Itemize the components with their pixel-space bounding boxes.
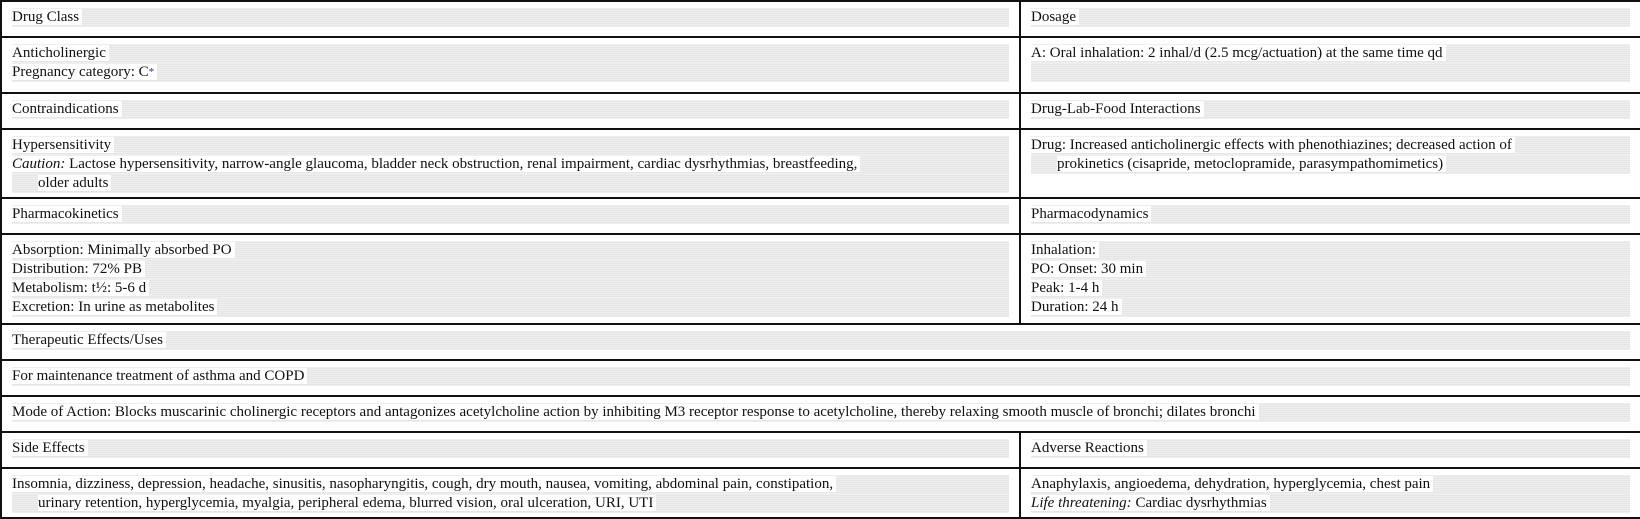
caution-label: Caution: xyxy=(12,156,66,172)
adverse-reactions-header: Adverse Reactions xyxy=(1031,440,1147,456)
therapeutic-header-cell xyxy=(1,324,1640,360)
mode-of-action: Mode of Action: Blocks muscarinic cholinergic receptors and antagonizes acetylcholine action by inhibiting M3 receptor response to acetylcholine, thereby relaxing smooth muscle of bronchi; dilates bronchi xyxy=(12,404,1259,420)
caution-continued: older adults xyxy=(38,175,111,191)
interactions-header: Drug-Lab-Food Interactions xyxy=(1031,101,1204,117)
pharmacokinetics-header: Pharmacokinetics xyxy=(12,206,122,222)
pregnancy-category: Pregnancy category: C xyxy=(12,64,149,80)
interactions-header-cell xyxy=(1020,93,1640,129)
contraindications-header-cell xyxy=(1,93,1020,129)
drug-class-header: Drug Class xyxy=(12,9,82,25)
peak: Peak: 1-4 h xyxy=(1031,280,1102,296)
absorption: Absorption: Minimally absorbed PO xyxy=(12,242,235,258)
interaction-line-2: prokinetics (cisapride, metoclopramide, parasympathomimetics) xyxy=(1057,156,1446,172)
drug-class-name: Anticholinergic xyxy=(12,45,109,61)
therapeutic-header: Therapeutic Effects/Uses xyxy=(12,332,166,348)
side-effects-line-1: Insomnia, dizziness, depression, headache, sinusitis, nasopharyngitis, cough, dry mouth, nausea, vomiting, abdominal pain, constipation, xyxy=(12,476,836,492)
pharmacokinetics-header-cell xyxy=(1,198,1020,234)
distribution: Distribution: 72% PB xyxy=(12,261,145,277)
therapeutic-use-cell xyxy=(1,360,1640,396)
therapeutic-use: For maintenance treatment of asthma and COPD xyxy=(12,368,307,384)
side-effects-cell xyxy=(1,468,1020,518)
pharmacokinetics-cell xyxy=(1,234,1020,324)
interaction-line-1: Drug: Increased anticholinergic effects with phenothiazines; decreased action of xyxy=(1031,137,1515,153)
dosage-cell xyxy=(1020,37,1640,93)
metabolism: Metabolism: t½: 5-6 d xyxy=(12,280,149,296)
life-threatening-text: Cardiac dysrhythmias xyxy=(1135,495,1267,511)
contraindication-hypersensitivity: Hypersensitivity xyxy=(12,137,114,153)
pregnancy-marker: * xyxy=(148,66,155,78)
mode-of-action-cell xyxy=(1,396,1640,432)
dosage-header-cell xyxy=(1020,1,1640,37)
drug-class-header-cell xyxy=(1,1,1020,37)
adverse-reactions-cell xyxy=(1020,468,1640,518)
pharmacodynamics-header: Pharmacodynamics xyxy=(1031,206,1151,222)
dosage-header: Dosage xyxy=(1031,9,1079,25)
inhalation-label: Inhalation: xyxy=(1031,242,1099,258)
duration: Duration: 24 h xyxy=(1031,299,1122,315)
adverse-reactions-header-cell xyxy=(1020,432,1640,468)
pharmacodynamics-header-cell xyxy=(1020,198,1640,234)
excretion: Excretion: In urine as metabolites xyxy=(12,299,217,315)
pharmacodynamics-cell xyxy=(1020,234,1640,324)
side-effects-header: Side Effects xyxy=(12,440,88,456)
side-effects-header-cell xyxy=(1,432,1020,468)
interactions-cell xyxy=(1020,129,1640,198)
life-threatening-label: Life threatening: xyxy=(1031,495,1132,511)
contraindications-header: Contraindications xyxy=(12,101,122,117)
contraindications-cell xyxy=(1,129,1020,198)
adverse-reactions-line-1: Anaphylaxis, angioedema, dehydration, hyperglycemia, chest pain xyxy=(1031,476,1433,492)
side-effects-line-2: urinary retention, hyperglycemia, myalgia, peripheral edema, blurred vision, oral ulceration, URI, UTI xyxy=(38,495,656,511)
drug-class-cell xyxy=(1,37,1020,93)
dosage-text: A: Oral inhalation: 2 inhal/d (2.5 mcg/actuation) at the same time qd xyxy=(1031,45,1446,61)
caution-text: Lactose hypersensitivity, narrow-angle glaucoma, bladder neck obstruction, renal impairment, cardiac dysrhythmias, breastfeeding, xyxy=(69,156,858,172)
onset: PO: Onset: 30 min xyxy=(1031,261,1146,277)
